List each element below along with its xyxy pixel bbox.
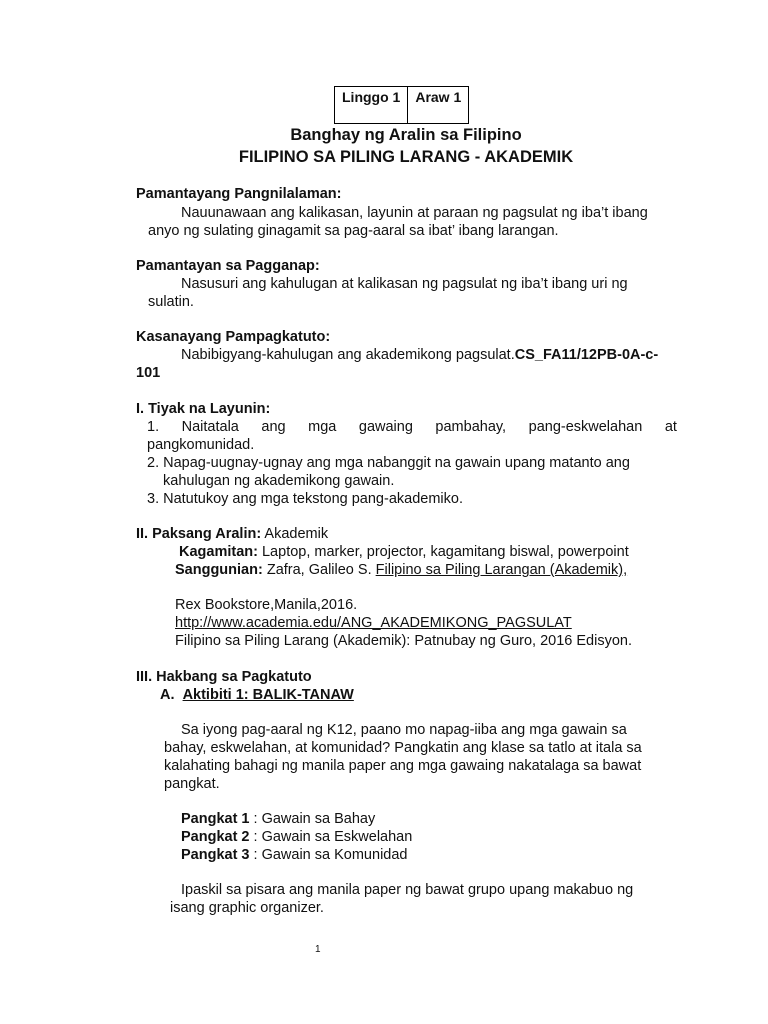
- word: 1.: [147, 419, 160, 435]
- word: pambahay,: [435, 419, 507, 435]
- document-subtitle: FILIPINO SA PILING LARANG - AKADEMIK: [238, 148, 574, 166]
- kagamitan-label: Kagamitan:: [179, 544, 258, 560]
- activity-para-line: Sa iyong pag-aaral ng K12, paano mo napag-iiba ang mga gawain sa: [181, 722, 627, 738]
- group-task: : Gawain sa Eskwelahan: [249, 829, 413, 845]
- group-label: Pangkat 3: [181, 847, 250, 863]
- kasanayang-text: Nabibigyang-kahulugan ang akademikong pagsulat.: [181, 347, 515, 363]
- teacher-guide-reference: Filipino sa Piling Larang (Akademik): Patnubay ng Guro, 2016 Edisyon.: [175, 633, 633, 649]
- layunin-item-3: 3. Natutukoy ang mga tekstong pang-akademiko.: [147, 491, 463, 507]
- activity-para-line: kalahating bahagi ng manila paper ang mga gawaing nakatalaga sa bawat: [164, 758, 642, 774]
- kasanayang-pampagkatuto-line: [181, 346, 658, 364]
- activity-para-line: bahay, eskwelahan, at komunidad? Pangkatin ang klase sa tatlo at itala sa: [164, 740, 642, 756]
- reference-link[interactable]: http://www.academia.edu/ANG_AKADEMIKONG_PAGSULAT: [175, 615, 572, 631]
- pamantayan-sa-pagganap-line2: sulatin.: [148, 294, 194, 310]
- layunin-item-2-line2: kahulugan ng akademikong gawain.: [163, 473, 395, 489]
- document-title: Banghay ng Aralin sa Filipino: [290, 126, 522, 144]
- word: mga: [308, 419, 337, 435]
- page-number: 1: [315, 944, 321, 955]
- paksang-aralin: [136, 525, 328, 543]
- activity-title: Aktibiti 1: BALIK-TANAW: [182, 687, 354, 703]
- word: gawaing: [358, 419, 413, 435]
- layunin-item-1-cont: pangkomunidad.: [147, 437, 255, 453]
- sanggunian-label: Sanggunian:: [175, 562, 263, 578]
- hakbang-heading: III. Hakbang sa Pagkatuto: [136, 669, 312, 685]
- pamantayan-sa-pagganap-heading: Pamantayan sa Pagganap:: [136, 258, 320, 274]
- pamantayang-pangnilalaman-heading: Pamantayang Pangnilalaman:: [136, 186, 342, 202]
- final-instruction-line1: Ipaskil sa pisara ang manila paper ng bawat grupo upang makabuo ng: [181, 882, 634, 898]
- group-task: : Gawain sa Komunidad: [249, 847, 408, 863]
- sanggunian-value: Zafra, Galileo S.: [262, 562, 376, 578]
- activity-letter: A.: [160, 687, 175, 703]
- layunin-item-1: [147, 418, 677, 436]
- group-label: Pangkat 1: [181, 811, 250, 827]
- kagamitan-value: Laptop, marker, projector, kagamitang biswal, powerpoint: [257, 544, 629, 560]
- kagamitan: [179, 543, 629, 561]
- word: at: [664, 419, 677, 435]
- layunin-item-2-line1: 2. Napag-uugnay-ugnay ang mga nabanggit na gawain upang matanto ang: [147, 455, 630, 471]
- pamantayang-pangnilalaman-line2: anyo ng sulating ginagamit sa pag-aaral sa ibat’ ibang larangan.: [148, 223, 559, 239]
- pamantayan-sa-pagganap-line1: Nasusuri ang kahulugan at kalikasan ng pagsulat ng iba’t ibang uri ng: [181, 276, 628, 292]
- group-item: [181, 846, 407, 864]
- sanggunian-book: Filipino sa Piling Larangan (Akademik),: [375, 562, 628, 578]
- group-task: : Gawain sa Bahay: [249, 811, 376, 827]
- pamantayang-pangnilalaman-line1: Nauunawaan ang kalikasan, layunin at paraan ng pagsulat ng iba’t ibang: [181, 205, 648, 221]
- week-day-box: [334, 86, 469, 124]
- activity-heading: [160, 686, 354, 704]
- word: ang: [261, 419, 286, 435]
- paksang-aralin-value: Akademik: [261, 526, 329, 542]
- word: pang-eskwelahan: [528, 419, 643, 435]
- araw-cell: Araw 1: [407, 87, 468, 123]
- group-label: Pangkat 2: [181, 829, 250, 845]
- competency-code: CS_FA11/12PB-0A-c-: [514, 347, 659, 363]
- group-item: [181, 810, 375, 828]
- competency-code-cont: 101: [136, 365, 161, 381]
- word: Naitatala: [181, 419, 239, 435]
- paksang-aralin-label: II. Paksang Aralin:: [136, 526, 262, 542]
- tiyak-na-layunin-heading: I. Tiyak na Layunin:: [136, 401, 271, 417]
- linggo-cell: Linggo 1: [342, 89, 401, 105]
- publisher: Rex Bookstore,Manila,2016.: [175, 597, 358, 613]
- kasanayang-pampagkatuto-heading: Kasanayang Pampagkatuto:: [136, 329, 331, 345]
- activity-para-line: pangkat.: [164, 776, 220, 792]
- final-instruction-line2: isang graphic organizer.: [170, 900, 324, 916]
- group-item: [181, 828, 412, 846]
- sanggunian: [175, 561, 627, 579]
